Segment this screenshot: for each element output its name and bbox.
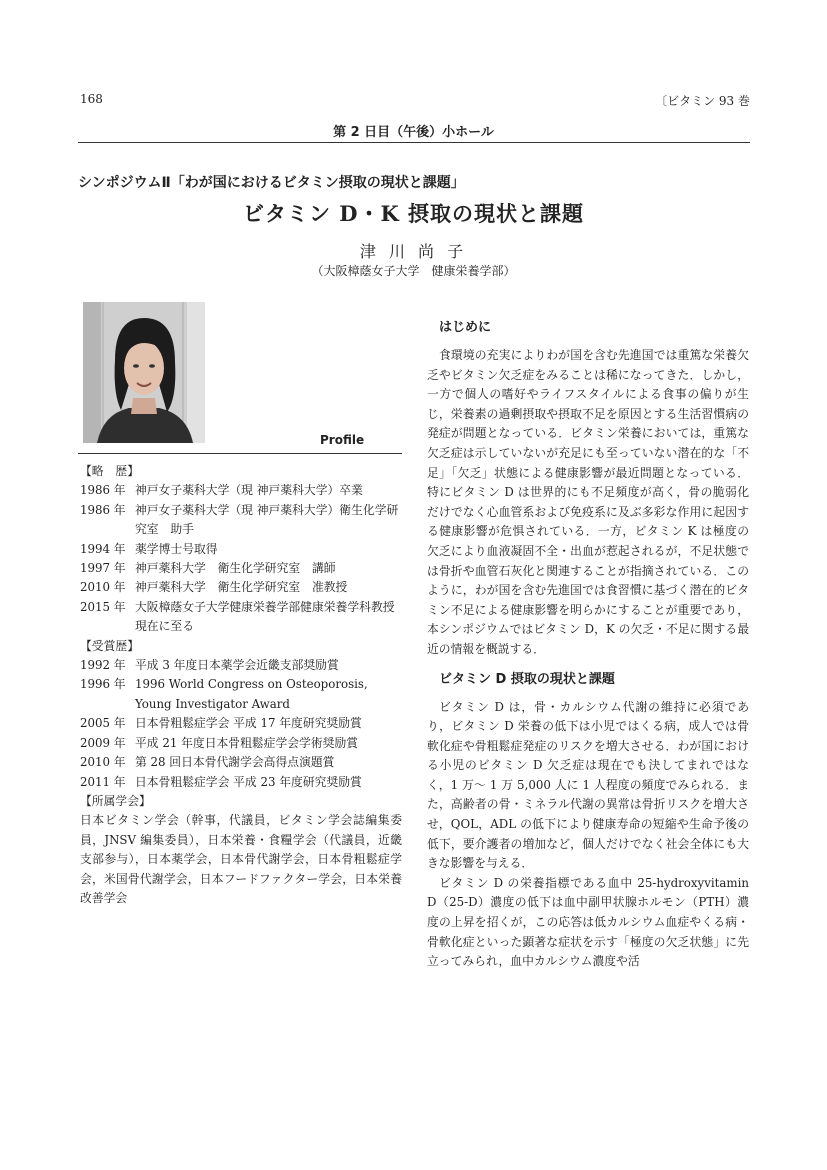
author-photo — [83, 302, 205, 443]
career-year: 2015 年 — [80, 599, 126, 614]
career-year: 2010 年 — [80, 580, 126, 595]
career-text: 現在に至る — [135, 619, 194, 634]
career-text: 神戸女子薬科大学（現 神戸薬科大学）卒業 — [135, 483, 363, 498]
award-text: 第 28 回日本骨代謝学会高得点演題賞 — [135, 755, 335, 770]
career-year: 1994 年 — [80, 541, 126, 556]
career-row — [80, 598, 402, 617]
intro-heading: はじめに — [439, 320, 492, 335]
header-rule — [78, 142, 750, 143]
career-year — [80, 617, 135, 636]
award-text: 日本骨粗鬆症学会 平成 23 年度研究奨励賞 — [135, 774, 362, 789]
author-affiliation: （大阪樟蔭女子大学 健康栄養学部） — [311, 264, 516, 278]
society-text: 日本ビタミン学会（幹事，代議員，ビタミン学会誌編集委員，JNSV 編集委員），日本栄養・食糧学会（代議員，近畿支部参与），日本薬学会，日本骨代謝学会，日本骨粗鬆症学会，米国骨代謝学会，日本フードファクター学会，日本栄養改善学会 — [80, 813, 402, 905]
award-row — [80, 734, 402, 753]
section-paragraph: ビタミン D は，骨・カルシウム代謝の維持に必須であり，ビタミン D 栄養の低下は小児ではくる病，成人では骨軟化症や骨粗鬆症発症のリスクを増大させる．わが国における小児のビタミン D 欠乏症は現在でも決してまれではなく，1 万～ 1 万 5,000 人に 1 人程度の頻度でみられる．また，高齢者の骨・ミネラル代謝の異常は骨折リスクを増大させ，QOL，ADL の低下により健康寿命の短縮や生命予後の低下，要介護者の増加など，個人だけでなく社会全体にも大きな影響を与える． — [427, 699, 749, 871]
award-year: 1992 年 — [80, 658, 126, 673]
profile-label: Profile — [320, 433, 365, 447]
career-year: 1986 年 — [80, 502, 126, 517]
awards-heading: 【受賞歴】 — [80, 638, 139, 653]
society-heading: 【所属学会】 — [80, 793, 151, 808]
career-row — [80, 559, 402, 578]
award-row — [80, 714, 402, 733]
symposium-title: シンポジウムⅡ「わが国におけるビタミン摂取の現状と課題」 — [78, 175, 465, 191]
career-row — [80, 481, 402, 500]
career-text: 神戸女子薬科大学（現 神戸薬科大学）衛生化学研究室 助手 — [135, 502, 399, 537]
award-year: 2011 年 — [80, 774, 126, 789]
award-row — [80, 656, 402, 675]
career-row — [80, 501, 402, 540]
career-row — [80, 540, 402, 559]
career-text: 薬学博士号取得 — [135, 541, 218, 556]
page-number: 168 — [80, 92, 103, 106]
career-text: 大阪樟蔭女子大学健康栄養学部健康栄養学科教授 — [135, 599, 395, 614]
career-heading: 【略 歴】 — [80, 464, 139, 478]
award-year: 1996 年 — [80, 677, 126, 692]
career-year: 1986 年 — [80, 483, 126, 498]
award-row — [80, 773, 402, 792]
career-row — [80, 617, 402, 636]
award-year: 2009 年 — [80, 735, 126, 750]
profile-section — [80, 462, 402, 908]
section-paragraph: ビタミン D の栄養指標である血中 25-hydroxyvitamin D（25-D）濃度の低下は血中副甲状腺ホルモン（PTH）濃度の上昇を招くが，この応答は低カルシウム血症やくる病・骨軟化症といった顕著な症状を示す「極度の欠乏状態」に先立ってみられ，血中カルシウム濃度や活 — [427, 875, 749, 969]
body-text — [427, 318, 749, 972]
award-text: 平成 21 年度日本骨粗鬆症学会学術奨励賞 — [135, 735, 359, 750]
profile-rule — [78, 453, 402, 454]
author-name: 津 川 尚 子 — [359, 242, 468, 261]
award-text: 1996 World Congress on Osteoporosis, Young Investigator Award — [135, 677, 368, 711]
award-year: 2005 年 — [80, 716, 126, 731]
journal-name: 〔ビタミン 93 巻 — [655, 94, 750, 108]
career-year: 1997 年 — [80, 561, 126, 576]
section-heading: ビタミン D 摂取の現状と課題 — [439, 671, 615, 687]
career-text: 神戸薬科大学 衛生化学研究室 講師 — [135, 561, 336, 576]
award-text: 平成 3 年度日本薬学会近畿支部奨励賞 — [135, 658, 339, 673]
article-title: ビタミン D・K 摂取の現状と課題 — [242, 201, 585, 226]
session-label: 第 2 日目（午後）小ホール — [333, 125, 494, 140]
intro-paragraph: 食環境の充実によりわが国を含む先進国では重篤な栄養欠乏やビタミン欠乏症をみることは稀になってきた．しかし，一方で個人の嗜好やライフスタイルによる食事の偏りが生じ，栄養素の過剰摂取や摂取不足を原因とする生活習慣病の発症が問題となっている．ビタミン栄養においては，重篤な欠乏症は示していないが充足にも至っていない潜在的な「不足」「欠乏」状態による健康影響が最近問題となっている．特にビタミン D は世界的にも不足頻度が高く，骨の脆弱化だけでなく心血管系および免疫系に及ぶ多彩な作用に起因する健康影響が危惧されている．一方，ビタミン K は極度の欠乏により血液凝固不全・出血が惹起されるが，不足状態では骨折や血管石灰化と関連することが指摘されている．このように，わが国を含む先進国では食習慣に基づく潜在的ビタミン不足による健康影響を明らかにすることが重要であり，本シンポジウムではビタミン D，K の欠乏・不足に関する最近の情報を概説する． — [427, 348, 749, 656]
award-year: 2010 年 — [80, 755, 126, 770]
career-row — [80, 578, 402, 597]
award-row — [80, 675, 402, 714]
award-text: 日本骨粗鬆症学会 平成 17 年度研究奨励賞 — [135, 716, 362, 731]
career-text: 神戸薬科大学 衛生化学研究室 准教授 — [135, 580, 348, 595]
award-row — [80, 753, 402, 772]
